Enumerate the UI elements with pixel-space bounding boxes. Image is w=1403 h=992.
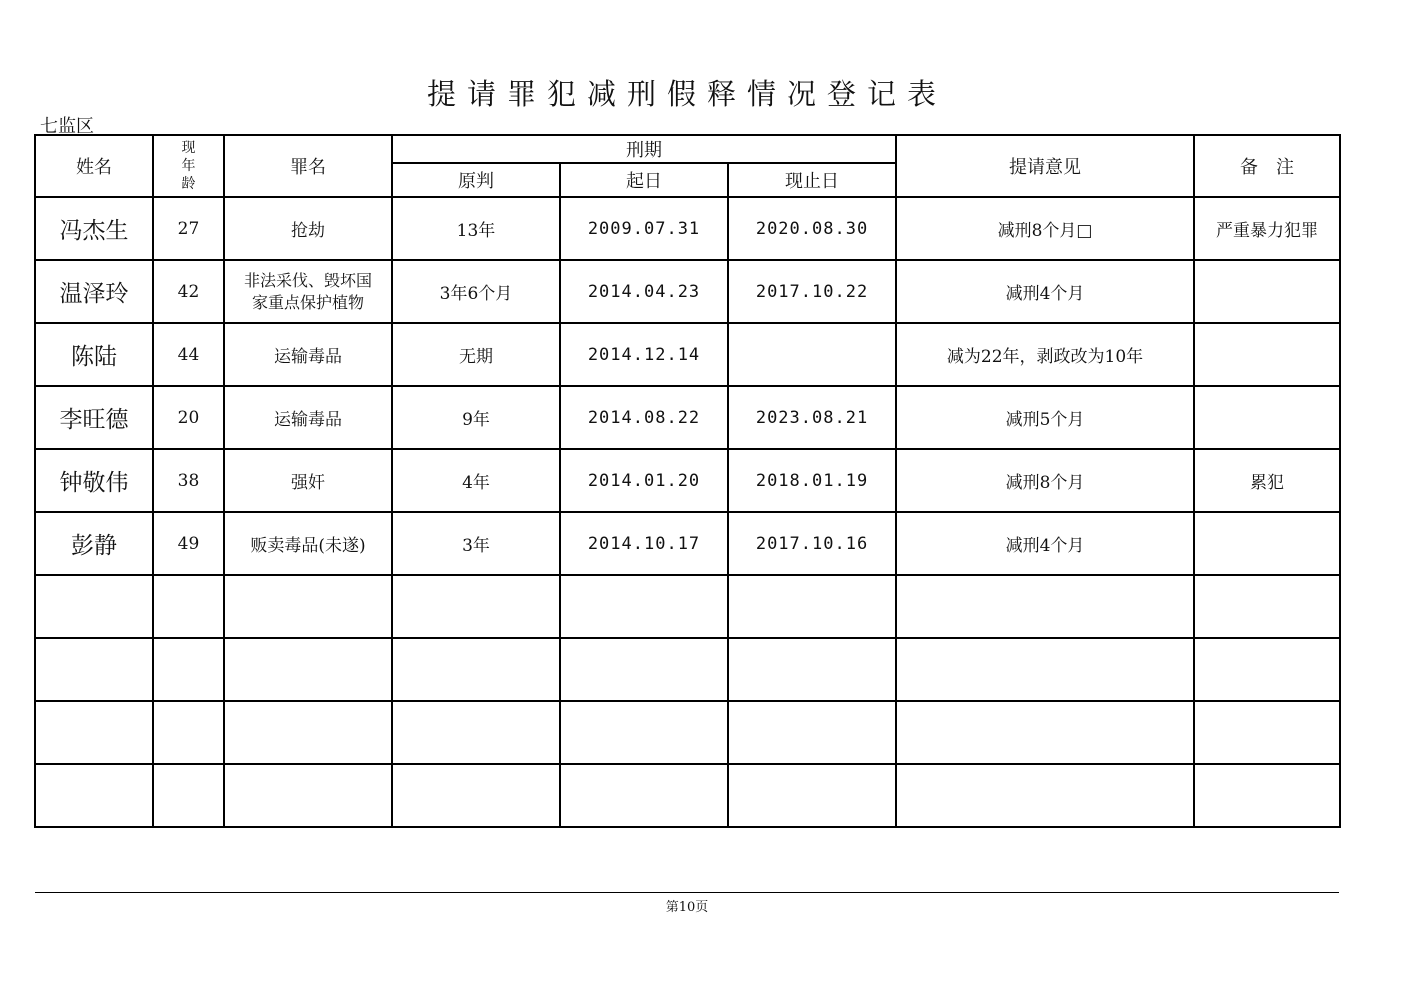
- cell-start: 2009.07.31: [560, 197, 728, 260]
- header-age-char: 年: [181, 158, 196, 174]
- table-row: [35, 449, 1340, 512]
- cell-crime-line: 非法采伐、毁坏国: [243, 270, 372, 290]
- cell-end: 2017.10.22: [728, 260, 896, 323]
- cell-crime: [224, 260, 392, 323]
- header-opinion: 提请意见: [896, 135, 1194, 197]
- table-row-empty: [35, 701, 1340, 764]
- cell-empty: [35, 701, 153, 764]
- cell-original: 4年: [392, 449, 560, 512]
- cell-opinion: 减刑4个月: [896, 260, 1194, 323]
- cell-empty: [896, 575, 1194, 638]
- cell-empty: [896, 701, 1194, 764]
- header-remark: 备 注: [1194, 135, 1340, 197]
- cell-empty: [224, 701, 392, 764]
- cell-age: 49: [153, 512, 224, 575]
- cell-empty: [728, 575, 896, 638]
- table-row: [35, 323, 1340, 386]
- cell-empty: [224, 638, 392, 701]
- cell-opinion: 减刑8个月: [896, 449, 1194, 512]
- cell-age: 44: [153, 323, 224, 386]
- cell-empty: [560, 575, 728, 638]
- header-name: 姓名: [35, 135, 153, 197]
- cell-empty: [153, 701, 224, 764]
- cell-name: 李旺德: [35, 386, 153, 449]
- cell-opinion: 减刑8个月□: [896, 197, 1194, 260]
- header-age-char: 现: [181, 140, 196, 156]
- table-row: [35, 512, 1340, 575]
- cell-empty: [560, 638, 728, 701]
- header-age: [153, 135, 224, 197]
- cell-empty: [896, 638, 1194, 701]
- header-current-end: 现止日: [728, 163, 896, 197]
- page-title: 提请罪犯减刑假释情况登记表: [426, 77, 947, 111]
- cell-crime: 运输毒品: [224, 323, 392, 386]
- cell-empty: [392, 638, 560, 701]
- cell-empty: [560, 764, 728, 827]
- cell-opinion: 减刑4个月: [896, 512, 1194, 575]
- cell-empty: [392, 575, 560, 638]
- cell-original: 3年6个月: [392, 260, 560, 323]
- table-row: [35, 260, 1340, 323]
- cell-end: 2020.08.30: [728, 197, 896, 260]
- cell-empty: [153, 575, 224, 638]
- cell-empty: [224, 764, 392, 827]
- cell-original: 无期: [392, 323, 560, 386]
- table-row-empty: [35, 764, 1340, 827]
- cell-crime-line: 家重点保护植物: [251, 292, 364, 312]
- cell-start: 2014.12.14: [560, 323, 728, 386]
- cell-empty: [1194, 764, 1340, 827]
- cell-name: 温泽玲: [35, 260, 153, 323]
- cell-remark: 累犯: [1194, 449, 1340, 512]
- cell-opinion: 减刑5个月: [896, 386, 1194, 449]
- cell-start: 2014.08.22: [560, 386, 728, 449]
- header-original: 原判: [392, 163, 560, 197]
- cell-remark: [1194, 512, 1340, 575]
- cell-original: 9年: [392, 386, 560, 449]
- prison-area-label: 七监区: [40, 116, 94, 137]
- cell-empty: [1194, 575, 1340, 638]
- cell-empty: [1194, 701, 1340, 764]
- cell-remark: [1194, 260, 1340, 323]
- cell-end: 2023.08.21: [728, 386, 896, 449]
- cell-empty: [392, 701, 560, 764]
- cell-name: 陈陆: [35, 323, 153, 386]
- cell-empty: [35, 638, 153, 701]
- cell-empty: [224, 575, 392, 638]
- header-crime: 罪名: [224, 135, 392, 197]
- cell-crime: 抢劫: [224, 197, 392, 260]
- table-row: [35, 197, 1340, 260]
- header-term: 刑期: [392, 135, 896, 163]
- cell-crime: 贩卖毒品(未遂): [224, 512, 392, 575]
- cell-start: 2014.04.23: [560, 260, 728, 323]
- cell-empty: [560, 701, 728, 764]
- cell-crime: 运输毒品: [224, 386, 392, 449]
- cell-end: 2017.10.16: [728, 512, 896, 575]
- table-row: [35, 386, 1340, 449]
- header-age-char: 龄: [181, 176, 196, 192]
- cell-remark: [1194, 386, 1340, 449]
- cell-empty: [35, 764, 153, 827]
- table-row-empty: [35, 575, 1340, 638]
- table-row-empty: [35, 638, 1340, 701]
- cell-original: 3年: [392, 512, 560, 575]
- cell-empty: [392, 764, 560, 827]
- cell-remark: [1194, 323, 1340, 386]
- cell-name: 彭静: [35, 512, 153, 575]
- cell-name: 钟敬伟: [35, 449, 153, 512]
- footer-divider: [35, 892, 1339, 893]
- cell-start: 2014.10.17: [560, 512, 728, 575]
- cell-end: [728, 323, 896, 386]
- cell-empty: [896, 764, 1194, 827]
- cell-empty: [728, 701, 896, 764]
- cell-age: 38: [153, 449, 224, 512]
- cell-empty: [153, 638, 224, 701]
- cell-empty: [35, 575, 153, 638]
- cell-empty: [1194, 638, 1340, 701]
- cell-name: 冯杰生: [35, 197, 153, 260]
- cell-end: 2018.01.19: [728, 449, 896, 512]
- cell-remark: 严重暴力犯罪: [1194, 197, 1340, 260]
- cell-empty: [728, 638, 896, 701]
- cell-crime: 强奸: [224, 449, 392, 512]
- cell-start: 2014.01.20: [560, 449, 728, 512]
- cell-empty: [153, 764, 224, 827]
- page-number: 第10页: [665, 900, 709, 915]
- register-table: [34, 134, 1341, 828]
- cell-opinion: 减为22年，剥政改为10年: [896, 323, 1194, 386]
- header-start: 起日: [560, 163, 728, 197]
- cell-empty: [728, 764, 896, 827]
- cell-age: 42: [153, 260, 224, 323]
- cell-age: 27: [153, 197, 224, 260]
- cell-original: 13年: [392, 197, 560, 260]
- cell-age: 20: [153, 386, 224, 449]
